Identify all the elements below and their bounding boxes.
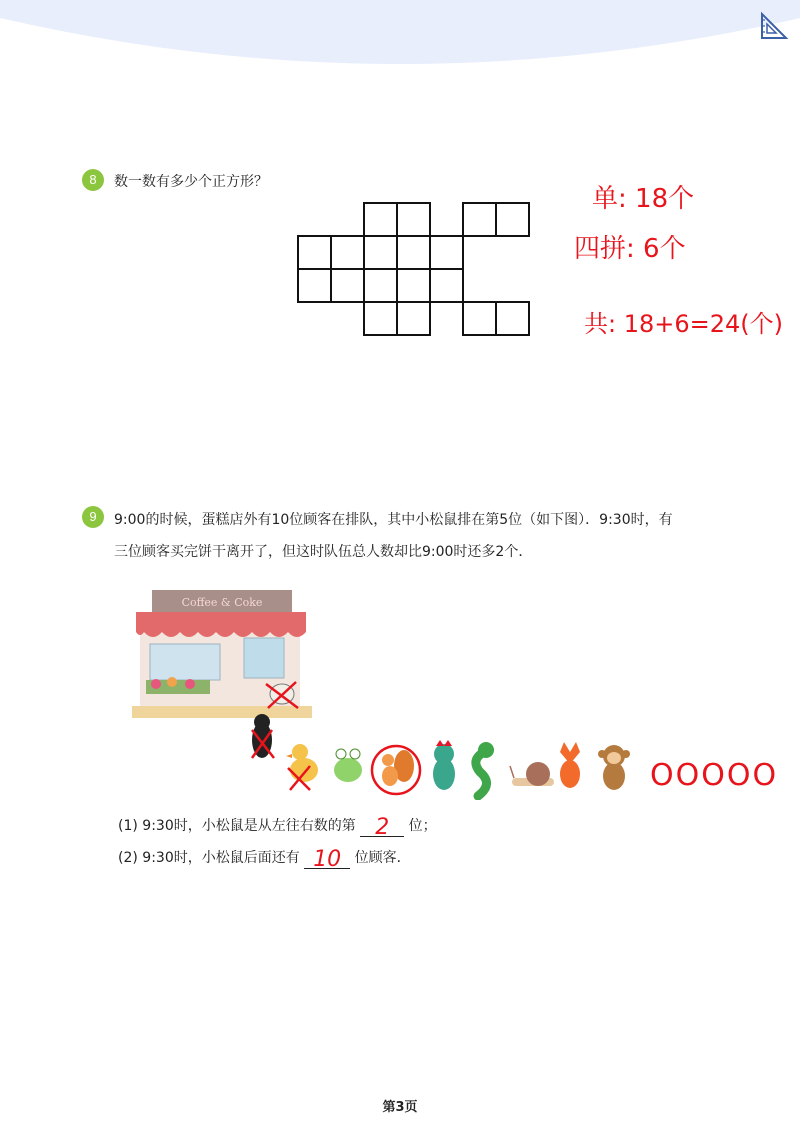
handwritten-answer-1: 2	[375, 815, 390, 840]
handwritten-answer-2: 10	[313, 847, 342, 872]
sub-question-2-suffix: 位顾客．	[354, 850, 411, 866]
answer-blank-1[interactable]	[360, 815, 404, 840]
header-arc	[0, 0, 800, 70]
shop-sign-text: Coffee & Coke	[181, 596, 263, 609]
page-number: 第3页	[382, 1100, 418, 1115]
question-text: 数一数有多少个正方形？	[114, 174, 268, 190]
question-number-badge: 9	[82, 506, 104, 528]
handwritten-answer-four: 四拼: 6个	[574, 234, 686, 264]
handwritten-circles: OOOOO	[650, 758, 779, 793]
queue-illustration	[0, 580, 800, 800]
sub-question-1-suffix: 位；	[408, 818, 437, 834]
ruler-logo-icon	[758, 10, 790, 42]
sub-question-1	[118, 815, 437, 840]
sub-question-2	[118, 847, 411, 872]
question-number-badge: 8	[82, 169, 104, 191]
square-grid-figure	[296, 202, 532, 340]
cake-shop-image	[132, 590, 312, 718]
sub-question-2-text: (2) 9:30时，小松鼠后面还有	[118, 850, 300, 866]
question-text-line1: 9:00的时候，蛋糕店外有10位顾客在排队，其中小松鼠排在第5位（如下图）．9:30时，有	[114, 512, 673, 528]
sub-question-1-text: (1) 9:30时，小松鼠是从左往右数的第	[118, 818, 356, 834]
answer-blank-2[interactable]	[304, 847, 350, 872]
handwritten-answer-single: 单: 18个	[592, 184, 695, 214]
question-text-line2: 三位顾客买完饼干离开了，但这时队伍总人数却比9:00时还多2个．	[114, 544, 533, 560]
handwritten-answer-total: 共: 18+6=24(个)	[584, 310, 784, 338]
